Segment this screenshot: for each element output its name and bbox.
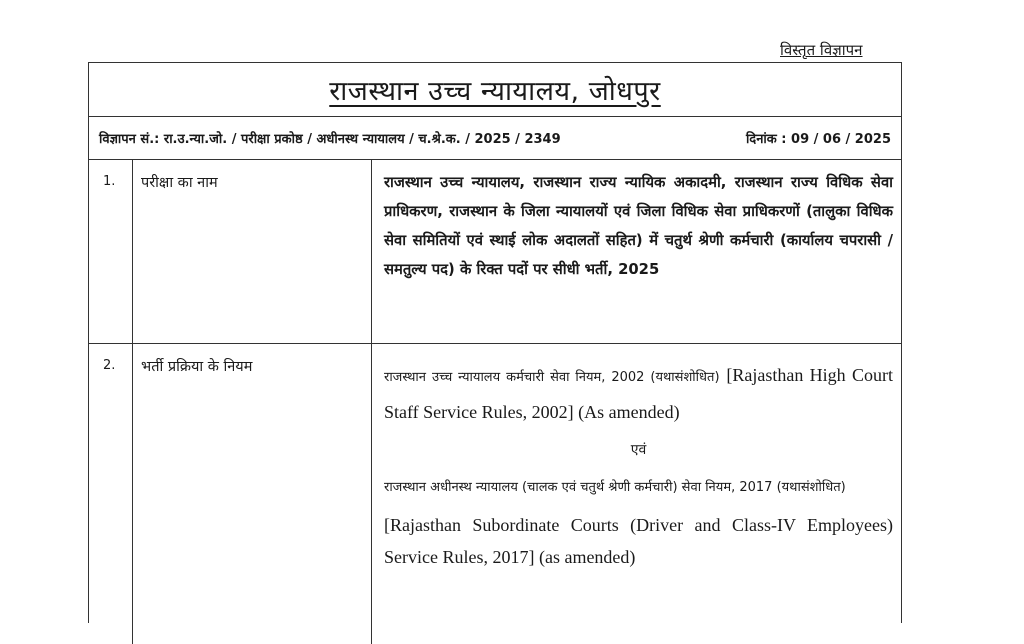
document-title: राजस्थान उच्च न्यायालय, जोधपुर	[329, 76, 661, 107]
row-number: 1.	[89, 160, 133, 343]
row-label: परीक्षा का नाम	[133, 160, 372, 343]
table-row	[89, 344, 901, 644]
exam-name-text: राजस्थान उच्च न्यायालय, राजस्थान राज्य न्यायिक अकादमी, राजस्थान राज्य विधिक सेवा प्राधिकरण, राजस्थान के जिला न्यायालयों एवं जिला विधिक सेवा प्राधिकरणों (तालुका विधिक सेवा समितियों एवं स्थाई लोक अदालतों सहित) में चतुर्थ श्रेणी कर्मचारी (कार्यालय चपरासी / समतुल्य पद) के रिक्त पदों पर सीधी भर्ती, 2025	[384, 174, 893, 278]
rule-2-hindi: राजस्थान अधीनस्थ न्यायालय (चालक एवं चतुर्थ श्रेणी कर्मचारी) सेवा नियम, 2017 (यथासंशोधित)	[384, 480, 846, 495]
connector-text: एवं	[630, 442, 647, 458]
rule-1-hindi: राजस्थान उच्च न्यायालय कर्मचारी सेवा नियम, 2002 (यथासंशोधित)	[384, 370, 720, 385]
title-row	[89, 63, 901, 117]
rule-2-english: [Rajasthan Subordinate Courts (Driver and Class-IV Employees) Service Rules, 2017] (as amended)	[384, 515, 893, 567]
row-number: 2.	[89, 344, 133, 644]
details-table	[89, 160, 901, 644]
row-label: भर्ती प्रक्रिया के नियम	[133, 344, 372, 644]
rule-1-english: [Rajasthan High Court Staff Service Rules, 2002] (As amended)	[384, 365, 893, 422]
advertisement-document	[88, 62, 902, 623]
row-detail	[372, 160, 901, 343]
document-type-note: विस्तृत विज्ञापन	[780, 41, 863, 59]
advertisement-number: विज्ञापन सं.: रा.उ.न्या.जो. / परीक्षा प्रकोष्ठ / अधीनस्थ न्यायालय / च.श्रे.क. / 2025 / 2349	[99, 132, 561, 147]
reference-row	[89, 117, 901, 160]
rule-1	[384, 358, 893, 430]
table-row	[89, 160, 901, 344]
row-detail	[372, 344, 901, 644]
advertisement-date: दिनांक : 09 / 06 / 2025	[745, 132, 891, 147]
